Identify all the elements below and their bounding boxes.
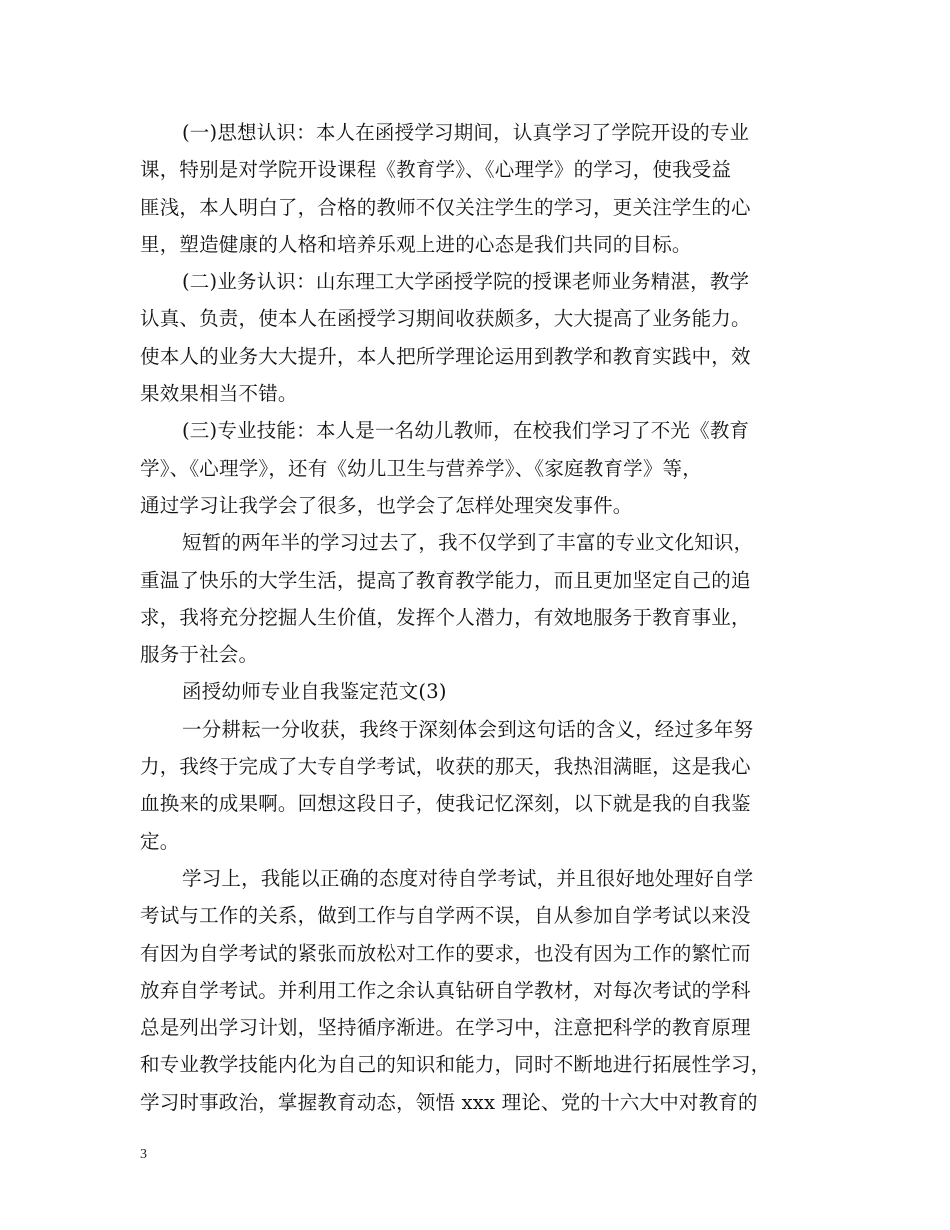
page-number: 3 bbox=[140, 1147, 147, 1162]
paragraph-line: 考试与工作的关系，做到工作与自学两不误，自从参加自学考试以来没 bbox=[140, 904, 751, 928]
paragraph-line: 力，我终于完成了大专自学考试，收获的那天，我热泪满眶，这是我心 bbox=[140, 755, 751, 779]
paragraph-line: 通过学习让我学会了很多，也学会了怎样处理突发事件。 bbox=[140, 493, 633, 517]
paragraph-line: (二)业务认识：山东理工大学函授学院的授课老师业务精湛，教学 bbox=[182, 270, 750, 294]
paragraph-line: 一分耕耘一分收获，我终于深刻体会到这句话的含义，经过多年努 bbox=[182, 717, 754, 741]
paragraph-line: 果效果相当不错。 bbox=[140, 382, 298, 406]
paragraph-line: 求，我将充分挖掘人生价值，发挥个人潜力，有效地服务于教育事业， bbox=[140, 605, 751, 629]
paragraph-line: 重温了快乐的大学生活，提高了教育教学能力，而且更加坚定自己的追 bbox=[140, 568, 751, 592]
paragraph-line: 使本人的业务大大提升，本人把所学理论运用到教学和教育实践中，效 bbox=[140, 344, 751, 368]
paragraph-line: 有因为自学考试的紧张而放松对工作的要求，也没有因为工作的繁忙而 bbox=[140, 941, 751, 965]
paragraph-line: 匪浅，本人明白了，合格的教师不仅关注学生的学习，更关注学生的心 bbox=[140, 195, 751, 219]
paragraph-line: 课，特别是对学院开设课程《教育学》、《心理学》的学习，使我受益 bbox=[140, 158, 732, 182]
paragraph-line: 服务于社会。 bbox=[140, 643, 259, 667]
paragraph-line: (三)专业技能：本人是一名幼儿教师，在校我们学习了不光《教育 bbox=[182, 419, 750, 443]
paragraph-line: 总是列出学习计划，坚持循序渐进。在学习中，注意把科学的教育原理 bbox=[140, 1016, 751, 1040]
document-body bbox=[140, 114, 816, 1121]
paragraph-line: 和专业教学技能内化为自己的知识和能力，同时不断地进行拓展性学习， bbox=[140, 1053, 771, 1077]
paragraph-line: 学习时事政治，掌握教育动态，领悟 xxx 理论、党的十六大中对教育的 bbox=[140, 1090, 758, 1114]
paragraph-line: (一)思想认识：本人在函授学习期间，认真学习了学院开设的专业 bbox=[182, 121, 750, 144]
paragraph-line: 短暂的两年半的学习过去了，我不仅学到了丰富的专业文化知识， bbox=[182, 531, 754, 555]
paragraph-line: 放弃自学考试。并利用工作之余认真钻研自学教材，对每次考试的学科 bbox=[140, 978, 751, 1002]
paragraph-line: 学》、《心理学》，还有《幼儿卫生与营养学》、《家庭教育学》等， bbox=[140, 456, 702, 480]
paragraph-line: 定。 bbox=[140, 829, 180, 853]
paragraph-line: 认真、负责，使本人在函授学习期间收获颇多，大大提高了业务能力。 bbox=[140, 307, 751, 331]
paragraph-line: 学习上，我能以正确的态度对待自学考试，并且很好地处理好自学 bbox=[182, 866, 754, 890]
paragraph-line: 里，塑造健康的人格和培养乐观上进的心态是我们共同的目标。 bbox=[140, 232, 692, 256]
section-heading: 函授幼师专业自我鉴定范文(3) bbox=[182, 680, 447, 704]
paragraph-line: 血换来的成果啊。回想这段日子，使我记忆深刻，以下就是我的自我鉴 bbox=[140, 792, 751, 816]
